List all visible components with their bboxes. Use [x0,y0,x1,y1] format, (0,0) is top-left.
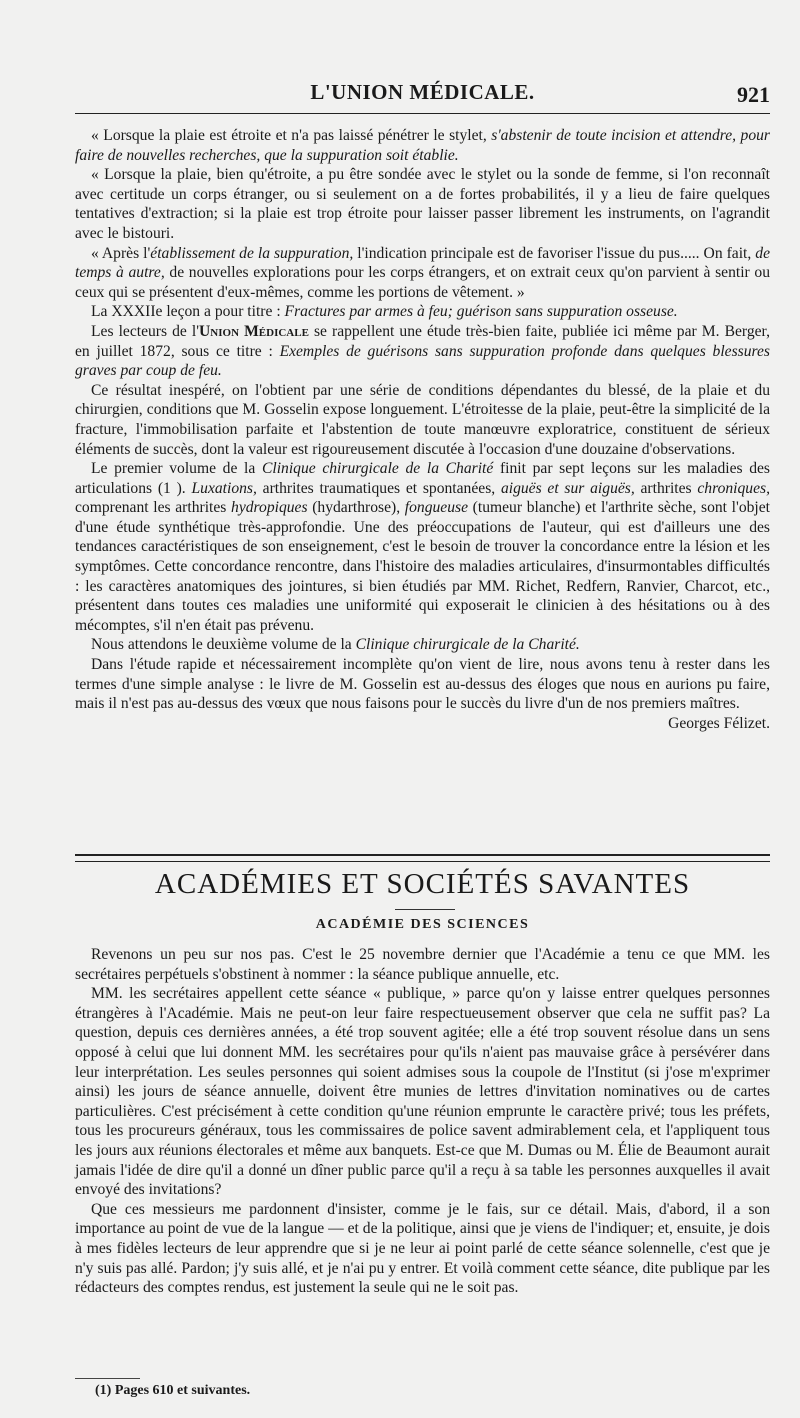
paragraph: Nous attendons le deuxième volume de la Clinique chirurgicale de la Charité. [91,636,580,654]
section-title: ACADÉMIES ET SOCIÉTÉS SAVANTES [154,868,691,900]
subtitle-rule [395,909,455,910]
journal-title: L'UNION MÉDICALE. [310,80,535,104]
paragraph: Les lecteurs de l'Union Médicale se rappellent une étude très-bien faite, publiée ici même par M. Berger, en juillet 1872, sous ce titre : Exemples de guérisons sans suppuration profonde dans quelques blessures graves par coup de feu. [75,322,771,380]
review-text [75,126,770,733]
paragraph: « Lorsque la plaie, bien qu'étroite, a pu être sondée avec le stylet ou la sonde de femme, si l'on reconnaît avec certitude un corps étranger, ou si seulement on a de fortes probabilités, il y a lieu de faire quelques tentatives d'extraction; si la plaie est trop étroite pour laisser passer librement les instruments, on l'agrandit avec le bistouri. [75,166,770,242]
paragraph: MM. les secrétaires appellent cette séance « publique, » parce qu'on y laisse entrer quelques personnes étrangères à l'Académie. Mais ne peut-on leur faire respectueusement observer que cela ne suffit pas? La question, depuis ces dernières années, a été trop souvent agitée; elle a été trop souvent résolue dans un sens opposé à celui que lui donnent MM. les secrétaires pour qu'ils n'aient pas mauvaise grâce à persévérer dans leur interprétation. Les seules personnes qui soient admises sous la coupole de l'Institut (si j'ose m'exprimer ainsi) les jours de séance annuelle, doivent être munies de lettres d'invitation nominatives ou de cartes particulières. C'est précisément à cette condition qu'une réunion emprunte le caractère privé; tous les préfets, tous les procureurs généraux, tous les commissaires de police savent admirablement cela, et l'appliquent tous les jours aux réunions électorales et même aux banquets. Est-ce que M. Dumas ou M. Élie de Beaumont aurait jamais l'idée de dire qu'il a donné un dîner public parce qu'il a reçu à sa table les personnes auxquelles il avait envoyé des invitations? [75,985,770,1199]
footnote: (1) Pages 610 et suivantes. [95,1383,251,1398]
paragraph: Dans l'étude rapide et nécessairement incomplète qu'on vient de lire, nous avons tenu à rester dans les termes d'une simple analyse : le livre de M. Gosselin est au-dessus des éloges que nous en aurions pu faire, mais il n'est pas au-dessus des vœux que nous faisons pour le succès du livre d'un de nos premiers maîtres. Georges Félizet. [75,656,770,732]
section-divider [75,854,770,862]
section-subtitle: ACADÉMIE DES SCIENCES [315,917,530,932]
paragraph: Que ces messieurs me pardonnent d'insister, comme je le fais, sur ce détail. Mais, d'abord, il a son importance au point de vue de la langue — et de la politique, ainsi que je viens de l'indiquer; et, ensuite, je dois à mes fidèles lecteurs de leur apprendre que si je ne leur ai point parlé de cette séance solennelle, c'est que je n'y suis pas allé. Pardon; j'y suis allé, et je n'ai pu y entrer. Et voilà comment cette séance, dite publique par les rédacteurs des comptes rendus, est justement la seule qui ne le soit pas. [75,1200,770,1297]
running-header [75,80,770,110]
academy-text [75,945,770,1298]
footnote-rule [75,1378,140,1379]
signature: Georges Félizet. [668,714,770,732]
paragraph: La XXXIIe leçon a pour titre : Fractures par armes à feu; guérison sans suppuration osseuse. [91,303,678,321]
paragraph: Revenons un peu sur nos pas. C'est le 25 novembre dernier que l'Académie a tenu ce que MM. les secrétaires perpétuels s'obstinent à nommer : la séance publique annuelle, etc. [75,946,770,983]
paragraph: « Lorsque la plaie est étroite et n'a pas laissé pénétrer le stylet, s'abstenir de toute incision et attendre, pour faire de nouvelles recherches, que la suppuration soit établie. [75,127,770,164]
page-number: 921 [737,82,770,107]
paragraph: Le premier volume de la Clinique chirurgicale de la Charité finit par sept leçons sur les maladies des articulations (1 ). Luxations, arthrites traumatiques et spontanées, aiguës et sur aiguës, arthrites chroniques, comprenant les arthrites hydropiques (hydarthrose), fongueuse (tumeur blanche) et l'arthrite sèche, sont l'objet d'une étude synthétique très-approfondie. Une des préoccupations de l'auteur, qui est d'ailleurs une des tendances caractéristiques de son enseignement, c'est le besoin de trouver la concordance entre la lésion et les symptômes. Cette concordance rencontre, dans l'histoire des maladies articulaires, d'insurmontables difficultés : les caractères anatomiques des jointures, si bien étudiés par MM. Richet, Redfern, Ranvier, Charcot, etc., présentent dans toutes ces maladies une uniformité qui exposerait le clinicien à des hésitations ou à des mécomptes, s'il n'en était pas prévenu. [75,460,771,634]
paragraph: Ce résultat inespéré, on l'obtient par une série de conditions dépendantes du blessé, de la plaie et du chirurgien, conditions que M. Gosselin expose longuement. L'étroitesse de la plaie, peut-être la simplicité de la fracture, l'immobilisation parfaite et l'abstention de toute manœuvre exploratrice, constituent de sérieux éléments de succès, dont la valeur est rigoureusement discutée à l'occasion d'une douzaine d'observations. [75,381,770,458]
header-rule [75,113,770,114]
paragraph: « Après l'établissement de la suppuration, l'indication principale est de favoriser l'issue du pus..... On fait, de temps à autre, de nouvelles explorations pour les corps étrangers, et on extrait ceux qu'on parvient à sentir ou ceux qui se présentent d'eux-mêmes, comme les portions de vêtement. » [75,244,770,301]
